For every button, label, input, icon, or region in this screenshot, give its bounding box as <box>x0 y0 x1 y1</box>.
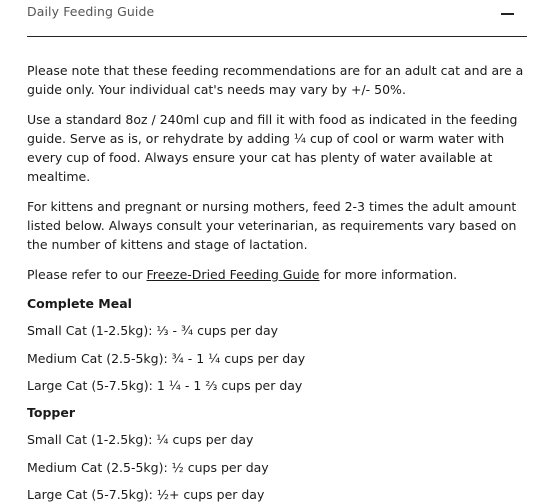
accordion-title: Daily Feeding Guide <box>27 4 155 19</box>
adult-cat-note: Please note that these feeding recommendations are for an adult cat and are a guide only. Your individual cat's needs may vary by +/- 50%. <box>27 63 524 98</box>
refer-suffix: for more information. <box>319 266 458 282</box>
complete-meal-small-cat: Small Cat (1-2.5kg): ⅓ - ¾ cups per day <box>27 323 279 339</box>
accordion-header[interactable] <box>27 0 527 37</box>
complete-meal-medium-cat: Medium Cat (2.5-5kg): ¾ - 1 ¼ cups per day <box>27 350 306 366</box>
cup-instructions: Use a standard 8oz / 240ml cup and fill it with food as indicated in the feeding guide. Serve as is, or rehydrate by adding ¼ cup of cool or warm water with every cup of food. Always ensure your cat has plenty of water available at mealtime. <box>27 111 518 185</box>
complete-meal-large-cat: Large Cat (5-7.5kg): 1 ¼ - 1 ⅔ cups per day <box>27 377 303 393</box>
kittens-note: For kittens and pregnant or nursing mothers, feed 2-3 times the adult amount listed below. Always consult your veterinarian, as requirements vary based on the number of kittens and stage of lactation. <box>27 198 517 253</box>
freeze-dried-guide-link[interactable]: Freeze-Dried Feeding Guide <box>146 266 320 282</box>
topper-medium-cat: Medium Cat (2.5-5kg): ½ cups per day <box>27 459 269 475</box>
topper-heading: Topper <box>27 405 75 421</box>
accordion-content <box>27 61 527 504</box>
refer-guide-text <box>27 265 527 284</box>
minus-icon[interactable] <box>501 13 514 15</box>
refer-prefix: Please refer to our <box>27 266 147 282</box>
topper-large-cat: Large Cat (5-7.5kg): ½+ cups per day <box>27 487 265 503</box>
complete-meal-heading: Complete Meal <box>27 295 132 311</box>
topper-small-cat: Small Cat (1-2.5kg): ¼ cups per day <box>27 432 254 448</box>
